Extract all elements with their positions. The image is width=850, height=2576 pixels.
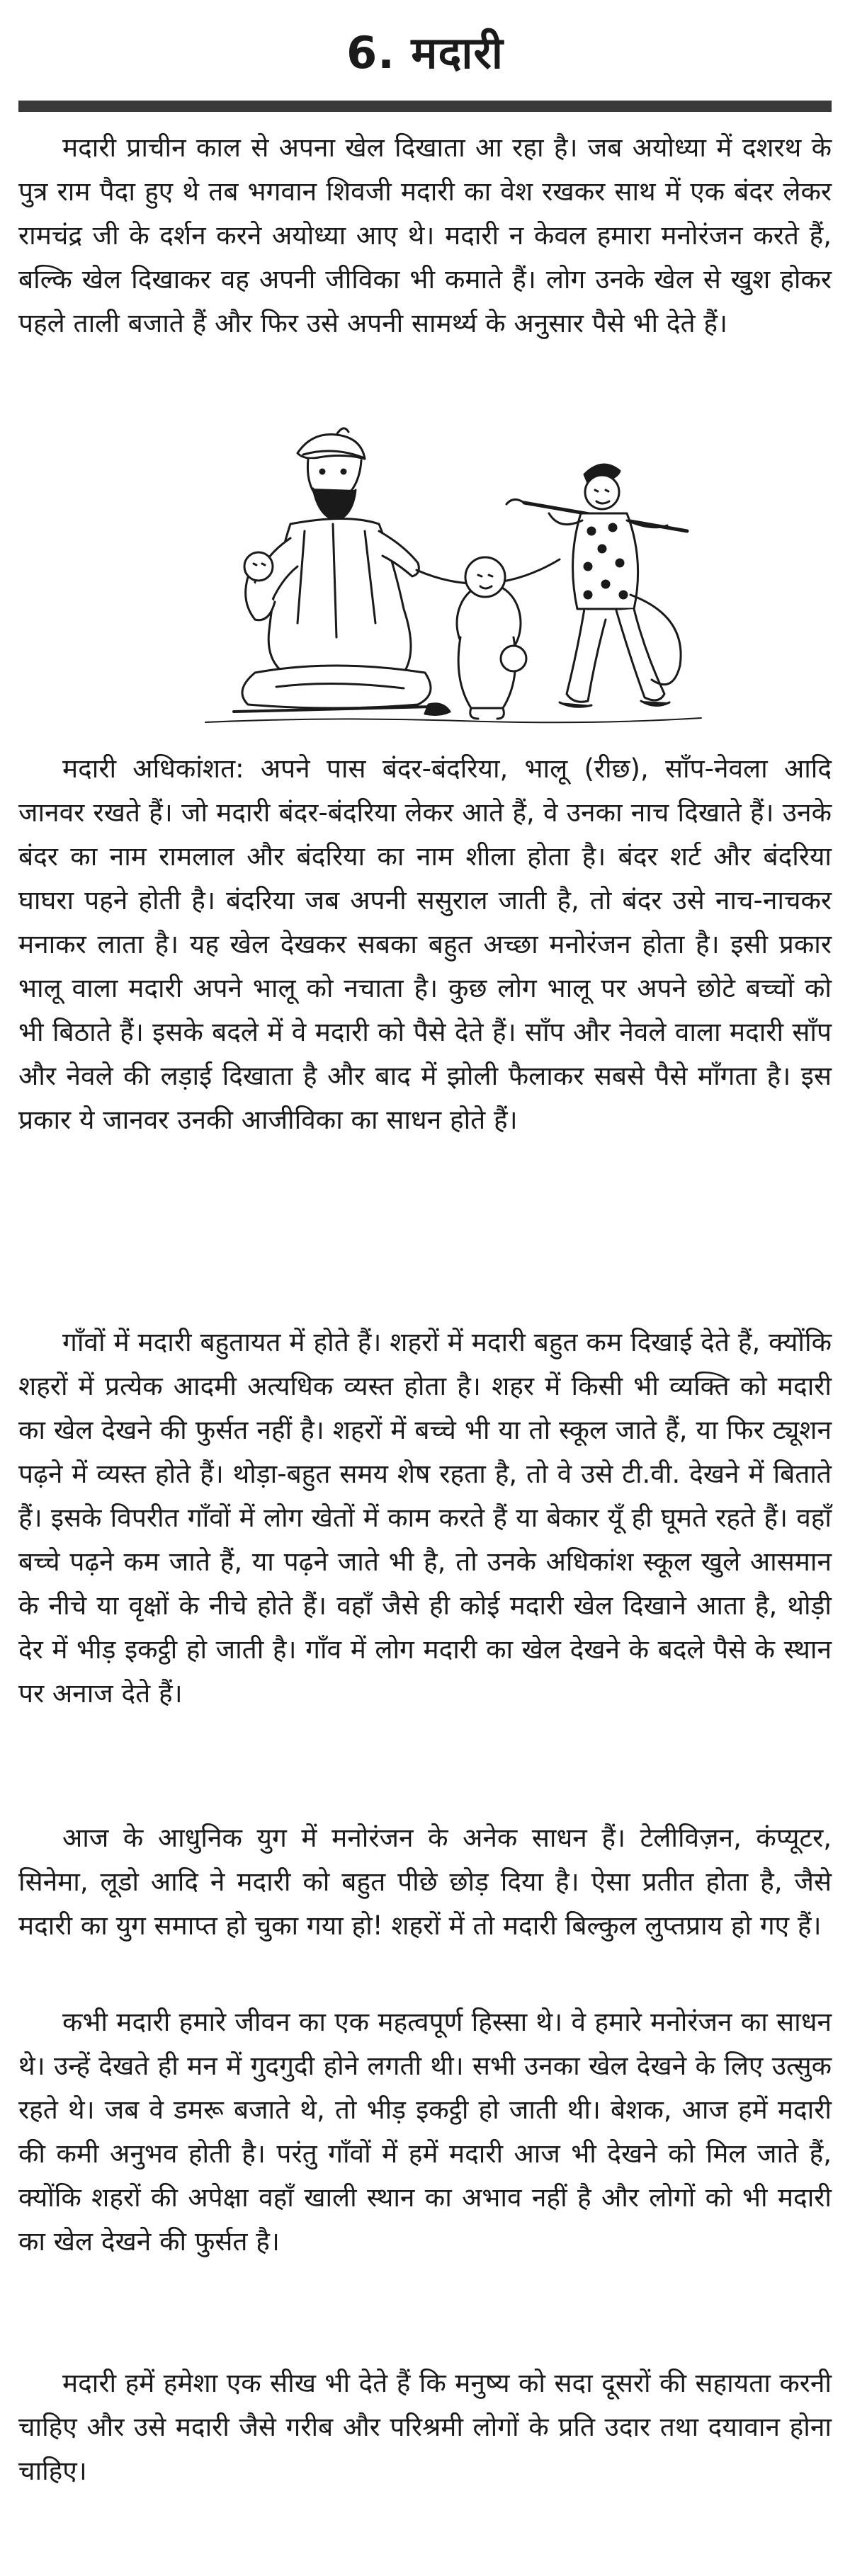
paragraph-6: मदारी हमें हमेशा एक सीख भी देते हैं कि मनुष्य को सदा दूसरों की सहायता करनी चाहिए और उसे मदारी जैसे गरीब और परिश्रमी लोगों के प्रति उदार तथा दयावान होना चाहिए। <box>18 2368 832 2486</box>
paragraph-2: मदारी अधिकांशत: अपने पास बंदर-बंदरिया, भालू (रीछ), साँप-नेवला आदि जानवर रखते हैं। जो मदारी बंदर-बंदरिया लेकर आते हैं, वे उनका नाच दिखाते हैं। उनके बंदर का नाम रामलाल और बंदरिया का नाम शीला होता है। बंदर शर्ट और बंदरिया घाघरा पहने होती है। बंदरिया जब अपनी ससुराल जाती है, तो बंदर उसे नाच-नाचकर मनाकर लाता है। यह खेल देखकर सबका बहुत अच्छा मनोरंजन होता है। इसी प्रकार भालू वाला मदारी अपने भालू को नचाता है। कुछ लोग भालू पर अपने छोटे बच्चों को भी बिठाते हैं। इसके बदले में वे मदारी को पैसे देते हैं। साँप और नेवले वाला मदारी साँप और नेवले की लड़ाई दिखाता है और बाद में झोली फैलाकर सबसे पैसे माँगता है। इस प्रकार ये जानवर उनकी आजीविका का साधन होते हैं। <box>18 753 832 1135</box>
sitting-monkey-figure <box>457 557 526 719</box>
paragraph-4: आज के आधुनिक युग में मनोरंजन के अनेक साधन हैं। टेलीविज़न, कंप्यूटर, सिनेमा, लूडो आदि ने मदारी को बहुत पीछे छोड़ दिया है। ऐसा प्रतीत होता है, जैसे मदारी का युग समाप्त हो चुका गया हो! शहरों में तो मदारी बिल्कुल लुप्तप्राय हो गए हैं। <box>18 1823 832 1941</box>
title-underline-rule <box>18 101 832 112</box>
page-title: 6. मदारी <box>346 27 504 79</box>
paragraph-5: कभी मदारी हमारे जीवन का एक महत्वपूर्ण हिस्सा थे। वे हमारे मनोरंजन का साधन थे। उन्हें देखते ही मन में गुदगुदी होने लगती थी। सभी उनका खेल देखने के लिए उत्सुक रहते थे। जब वे डमरू बजाते थे, तो भीड़ इकट्ठी हो जाती थी। बेशक, आज हमें मदारी की कमी अनुभव होती है। परंतु गाँवों में हमें मदारी आज भी देखने को मिल जाते हैं, क्योंकि शहरों की अपेक्षा वहाँ खाली स्थान का अभाव नहीं है और लोगों को भी मदारी का खेल देखने की फुर्सत है। <box>18 2007 832 2257</box>
paragraph-3: गाँवों में मदारी बहुतायत में होते हैं। शहरों में मदारी बहुत कम दिखाई देते हैं, क्योंकि शहरों में प्रत्येक आदमी अत्यधिक व्यस्त होता है। शहर में किसी भी व्यक्ति को मदारी का खेल देखने की फुर्सत नहीं है। शहरों में बच्चे भी या तो स्कूल जाते हैं, या फिर ट्यूशन पढ़ने में व्यस्त होते हैं। थोड़ा-बहुत समय शेष रहता है, तो वे उसे टी.वी. देखने में बिताते हैं। इसके विपरीत गाँवों में लोग खेतों में काम करते हैं या बेकार यूँ ही घूमते रहते हैं। वहाँ बच्चे पढ़ने कम जाते हैं, या पढ़ने जाते भी है, तो उनके अधिकांश स्कूल खुले आसमान के नीचे या वृक्षों के नीचे होते हैं। वहाँ जैसे ही कोई मदारी खेल दिखाने आता है, थोड़ी देर में भीड़ इकट्ठी हो जाती है। गाँव में लोग मदारी का खेल देखने के बदले पैसे के स्थान पर अनाज देते हैं। <box>18 1327 832 1709</box>
madari-illustration <box>191 425 715 736</box>
paragraph-1: मदारी प्राचीन काल से अपना खेल दिखाता आ रहा है। जब अयोध्या में दशरथ के पुत्र राम पैदा हुए थे तब भगवान शिवजी मदारी का वेश रखकर साथ में एक बंदर लेकर रामचंद्र जी के दर्शन करने अयोध्या आए थे। मदारी न केवल हमारा मनोरंजन करते हैं, बल्कि खेल दिखाकर वह अपनी जीविका भी कमाते हैं। लोग उनके खेल से खुश होकर पहले ताली बजाते हैं और फिर उसे अपनी सामर्थ्य के अनुसार पैसे भी देते हैं। <box>18 132 832 338</box>
dressed-monkey-figure <box>506 465 687 707</box>
